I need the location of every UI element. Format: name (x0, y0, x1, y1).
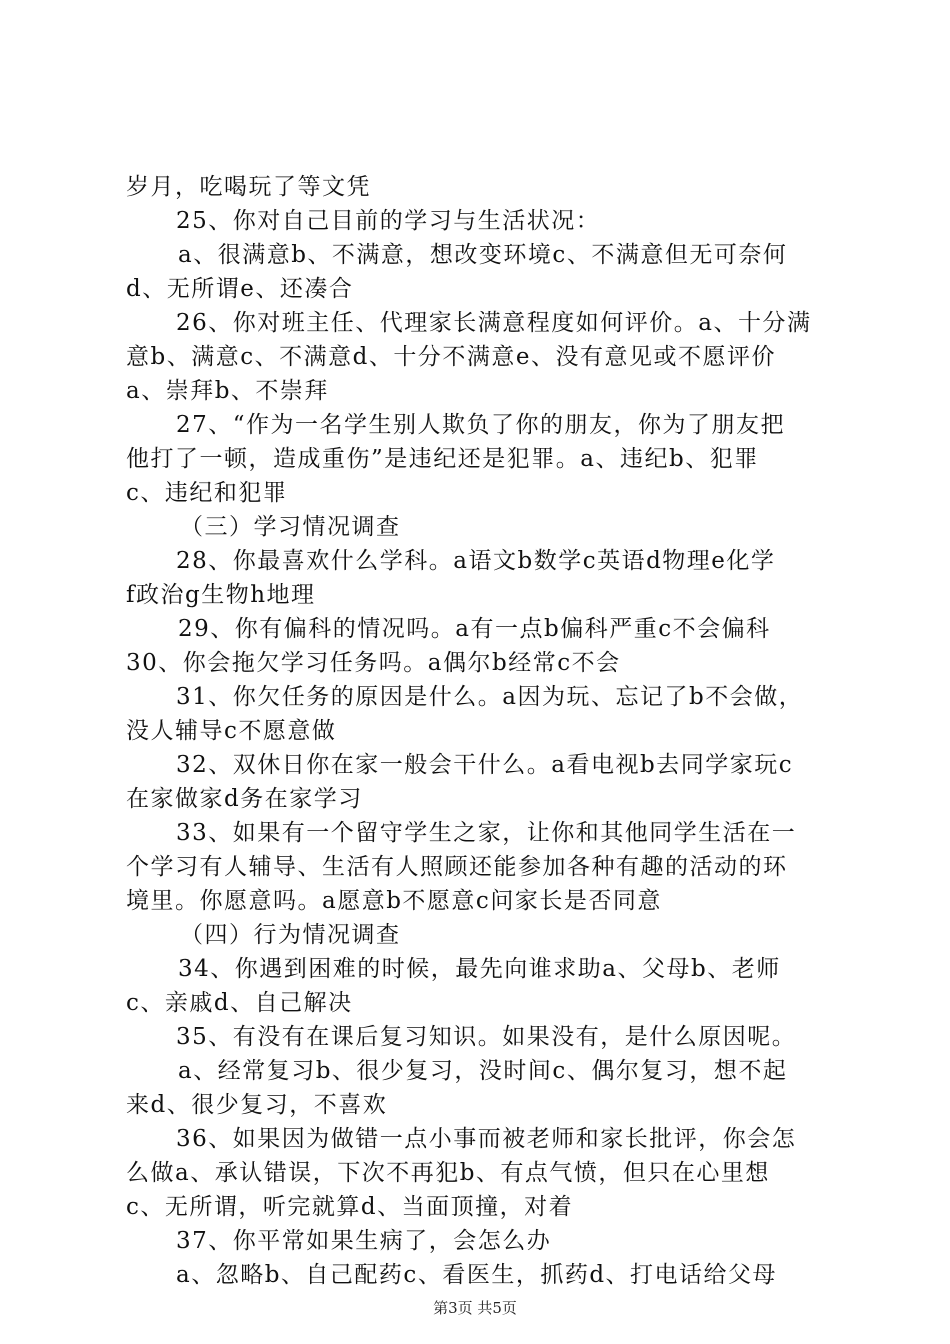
text-line: 岁月，吃喝玩了等文凭 (126, 174, 371, 200)
page-footer: 第3页 共5页 (433, 1299, 517, 1317)
question-36: 36、如果因为做错一点小事而被老师和家长批评，你会怎 (176, 1126, 797, 1152)
text-line: 么做a、承认错误，下次不再犯b、有点气愤，但只在心里想 (126, 1160, 770, 1186)
text-line: c、亲戚d、自己解决 (126, 990, 353, 1016)
question-34: 34、你遇到困难的时候，最先向谁求助a、父母b、老师 (178, 956, 781, 982)
question-31: 31、你欠任务的原因是什么。a因为玩、忘记了b不会做， (176, 684, 804, 710)
text-line: a、经常复习b、很少复习，没时间c、偶尔复习，想不起 (178, 1058, 788, 1084)
section-heading-behavior: （四）行为情况调查 (180, 922, 401, 948)
text-line: 在家做家d务在家学习 (126, 786, 363, 812)
text-line: d、无所谓e、还凑合 (126, 276, 354, 302)
question-28: 28、你最喜欢什么学科。a语文b数学c英语d物理e化学 (176, 548, 776, 574)
question-26: 26、你对班主任、代理家长满意程度如何评价。a、十分满 (176, 310, 812, 336)
question-25: 25、你对自己目前的学习与生活状况： (176, 208, 601, 234)
text-line: a、忽略b、自己配药c、看医生，抓药d、打电话给父母 (176, 1262, 778, 1288)
text-line: 意b、满意c、不满意d、十分不满意e、没有意见或不愿评价 (126, 344, 776, 370)
question-29: 29、你有偏科的情况吗。a有一点b偏科严重c不会偏科 (178, 616, 771, 642)
text-line: 境里。你愿意吗。a愿意b不愿意c问家长是否同意 (126, 888, 662, 914)
text-line: 没人辅导c不愿意做 (126, 718, 337, 744)
text-line: 个学习有人辅导、生活有人照顾还能参加各种有趣的活动的环 (126, 854, 788, 880)
text-line: 来d、很少复习，不喜欢 (126, 1092, 388, 1118)
question-27: 27、“作为一名学生别人欺负了你的朋友，你为了朋友把 (176, 412, 786, 438)
text-line: f政治g生物h地理 (126, 582, 316, 608)
question-32: 32、双休日你在家一般会干什么。a看电视b去同学家玩c (176, 752, 794, 778)
question-30: 30、你会拖欠学习任务吗。a偶尔b经常c不会 (126, 650, 621, 676)
text-line: c、无所谓，听完就算d、当面顶撞，对着 (126, 1194, 574, 1220)
question-33: 33、如果有一个留守学生之家，让你和其他同学生活在一 (176, 820, 797, 846)
section-heading-study: （三）学习情况调查 (180, 514, 401, 540)
question-37: 37、你平常如果生病了，会怎么办 (176, 1228, 552, 1254)
question-35: 35、有没有在课后复习知识。如果没有，是什么原因呢。 (176, 1024, 797, 1050)
text-line: 他打了一顿，造成重伤”是违纪还是犯罪。a、违纪b、犯罪 (126, 446, 759, 472)
text-line: a、很满意b、不满意，想改变环境c、不满意但无可奈何 (178, 242, 788, 268)
text-line: c、违纪和犯罪 (126, 480, 288, 506)
text-line: a、崇拜b、不崇拜 (126, 378, 329, 404)
